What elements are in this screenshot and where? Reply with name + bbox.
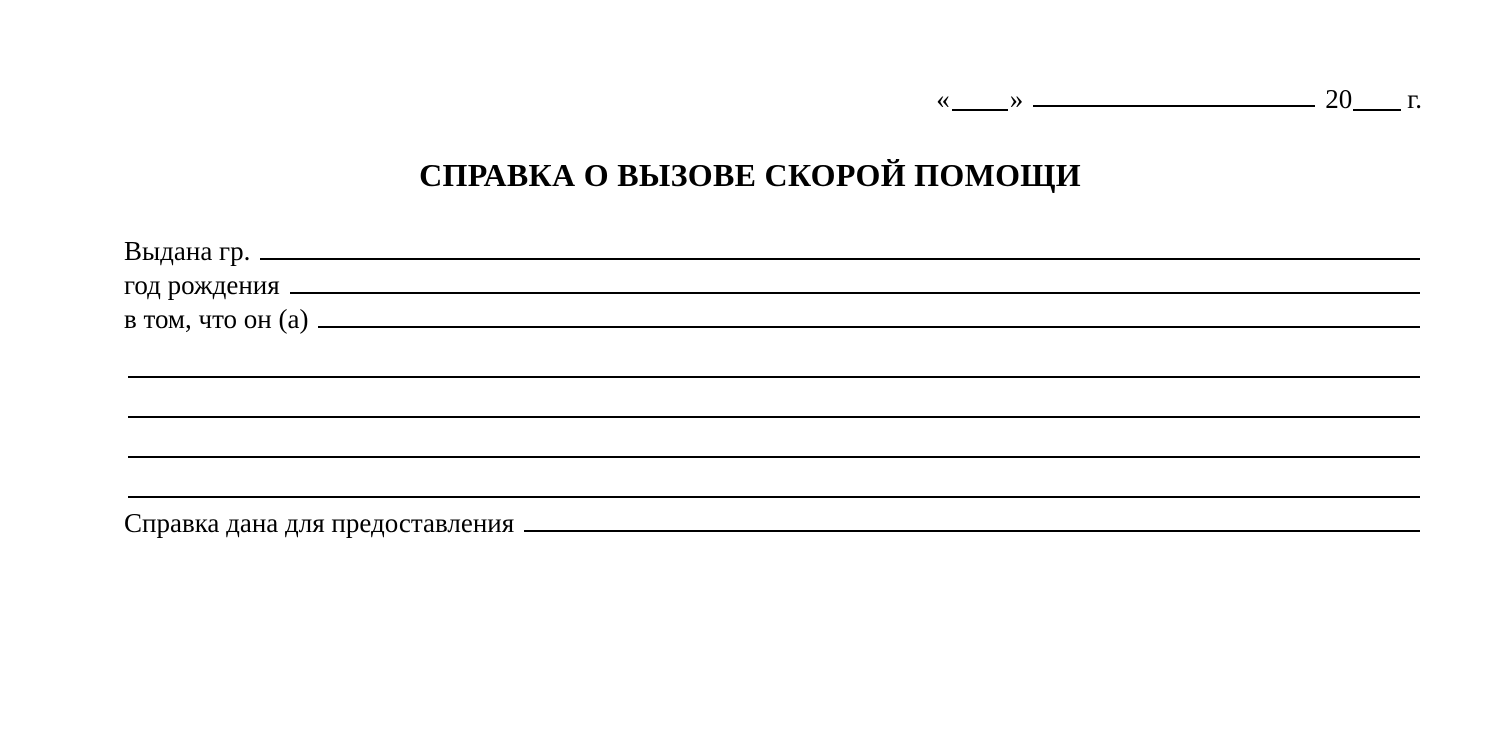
field-issued-to	[124, 231, 1420, 265]
month-blank[interactable]	[1033, 105, 1315, 107]
day-blank[interactable]	[952, 109, 1008, 111]
continuation-line-1	[124, 349, 1420, 383]
continuation-line-4	[124, 469, 1420, 503]
field-issued-to-label: Выдана гр.	[124, 236, 251, 266]
quote-open: «	[936, 84, 950, 114]
continuation-line-3	[124, 429, 1420, 463]
field-statement-label: в том, что он (а)	[124, 304, 309, 334]
field-statement	[124, 299, 1420, 333]
field-purpose	[124, 503, 1420, 537]
field-statement-input[interactable]	[318, 326, 1420, 328]
field-birth-year	[124, 265, 1420, 299]
field-purpose-label: Справка дана для предоставления	[124, 508, 515, 538]
page-title: СПРАВКА О ВЫЗОВЕ СКОРОЙ ПОМОЩИ	[419, 157, 1081, 193]
continuation-line-2-input[interactable]	[128, 416, 1420, 418]
continuation-line-1-input[interactable]	[128, 376, 1420, 378]
year-prefix: 20	[1325, 84, 1353, 114]
year-blank[interactable]	[1353, 109, 1401, 111]
field-purpose-input[interactable]	[524, 530, 1420, 532]
field-issued-to-input[interactable]	[260, 258, 1420, 260]
field-birth-year-input[interactable]	[290, 292, 1420, 294]
continuation-line-2	[124, 389, 1420, 423]
year-suffix: г.	[1407, 84, 1422, 114]
date-line	[936, 86, 1422, 113]
quote-close: »	[1009, 84, 1024, 114]
form-body	[124, 231, 1420, 537]
field-birth-year-label: год рождения	[124, 270, 280, 300]
continuation-line-3-input[interactable]	[128, 456, 1420, 458]
continuation-line-4-input[interactable]	[128, 496, 1420, 498]
